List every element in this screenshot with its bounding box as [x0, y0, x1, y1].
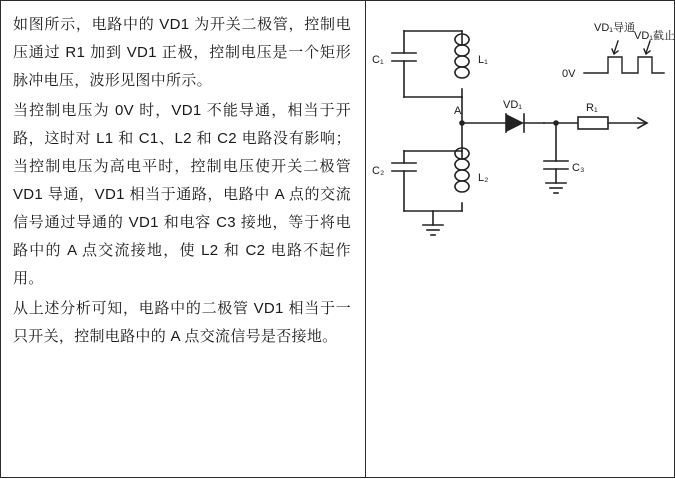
label-l2: L₂	[478, 172, 489, 184]
label-node-a: A	[454, 105, 462, 117]
label-0v: 0V	[562, 68, 576, 80]
paragraph-3: 从上述分析可知，电路中的二极管 VD1 相当于一只开关，控制电路中的 A 点交流信号是否接地。	[13, 300, 351, 345]
label-waveform-off: VD₁截止	[634, 30, 675, 42]
paragraph-2: 当控制电压为 0V 时，VD1 不能导通，相当于开路，这时对 L1 和 C1、L2 和 C2 电路没有影响；当控制电压为高电平时，控制电压使开关二极管 VD1 导通，VD1 相当于通路，电路中 A 点的交流信号通过导通的 VD1 和电容 C3 接地，等于将电路中的 A 点交流接地，使 L2 和 C2 电路不起作用。	[13, 102, 351, 287]
label-l1: L₁	[478, 54, 488, 66]
label-r1: R₁	[586, 102, 598, 114]
label-c1: C₁	[372, 54, 384, 66]
text-column	[1, 1, 365, 479]
label-c3: C₃	[572, 162, 585, 174]
label-waveform-on: VD₁导通	[594, 22, 635, 34]
label-c2: C₂	[372, 165, 385, 177]
circuit-diagram	[366, 1, 675, 261]
paragraph-1: 如图所示，电路中的 VD1 为开关二极管，控制电压通过 R1 加到 VD1 正极，控制电压是一个矩形脉冲电压，波形见图中所示。	[13, 16, 351, 89]
label-vd1: VD₁	[503, 99, 522, 111]
figure-column	[366, 1, 675, 479]
